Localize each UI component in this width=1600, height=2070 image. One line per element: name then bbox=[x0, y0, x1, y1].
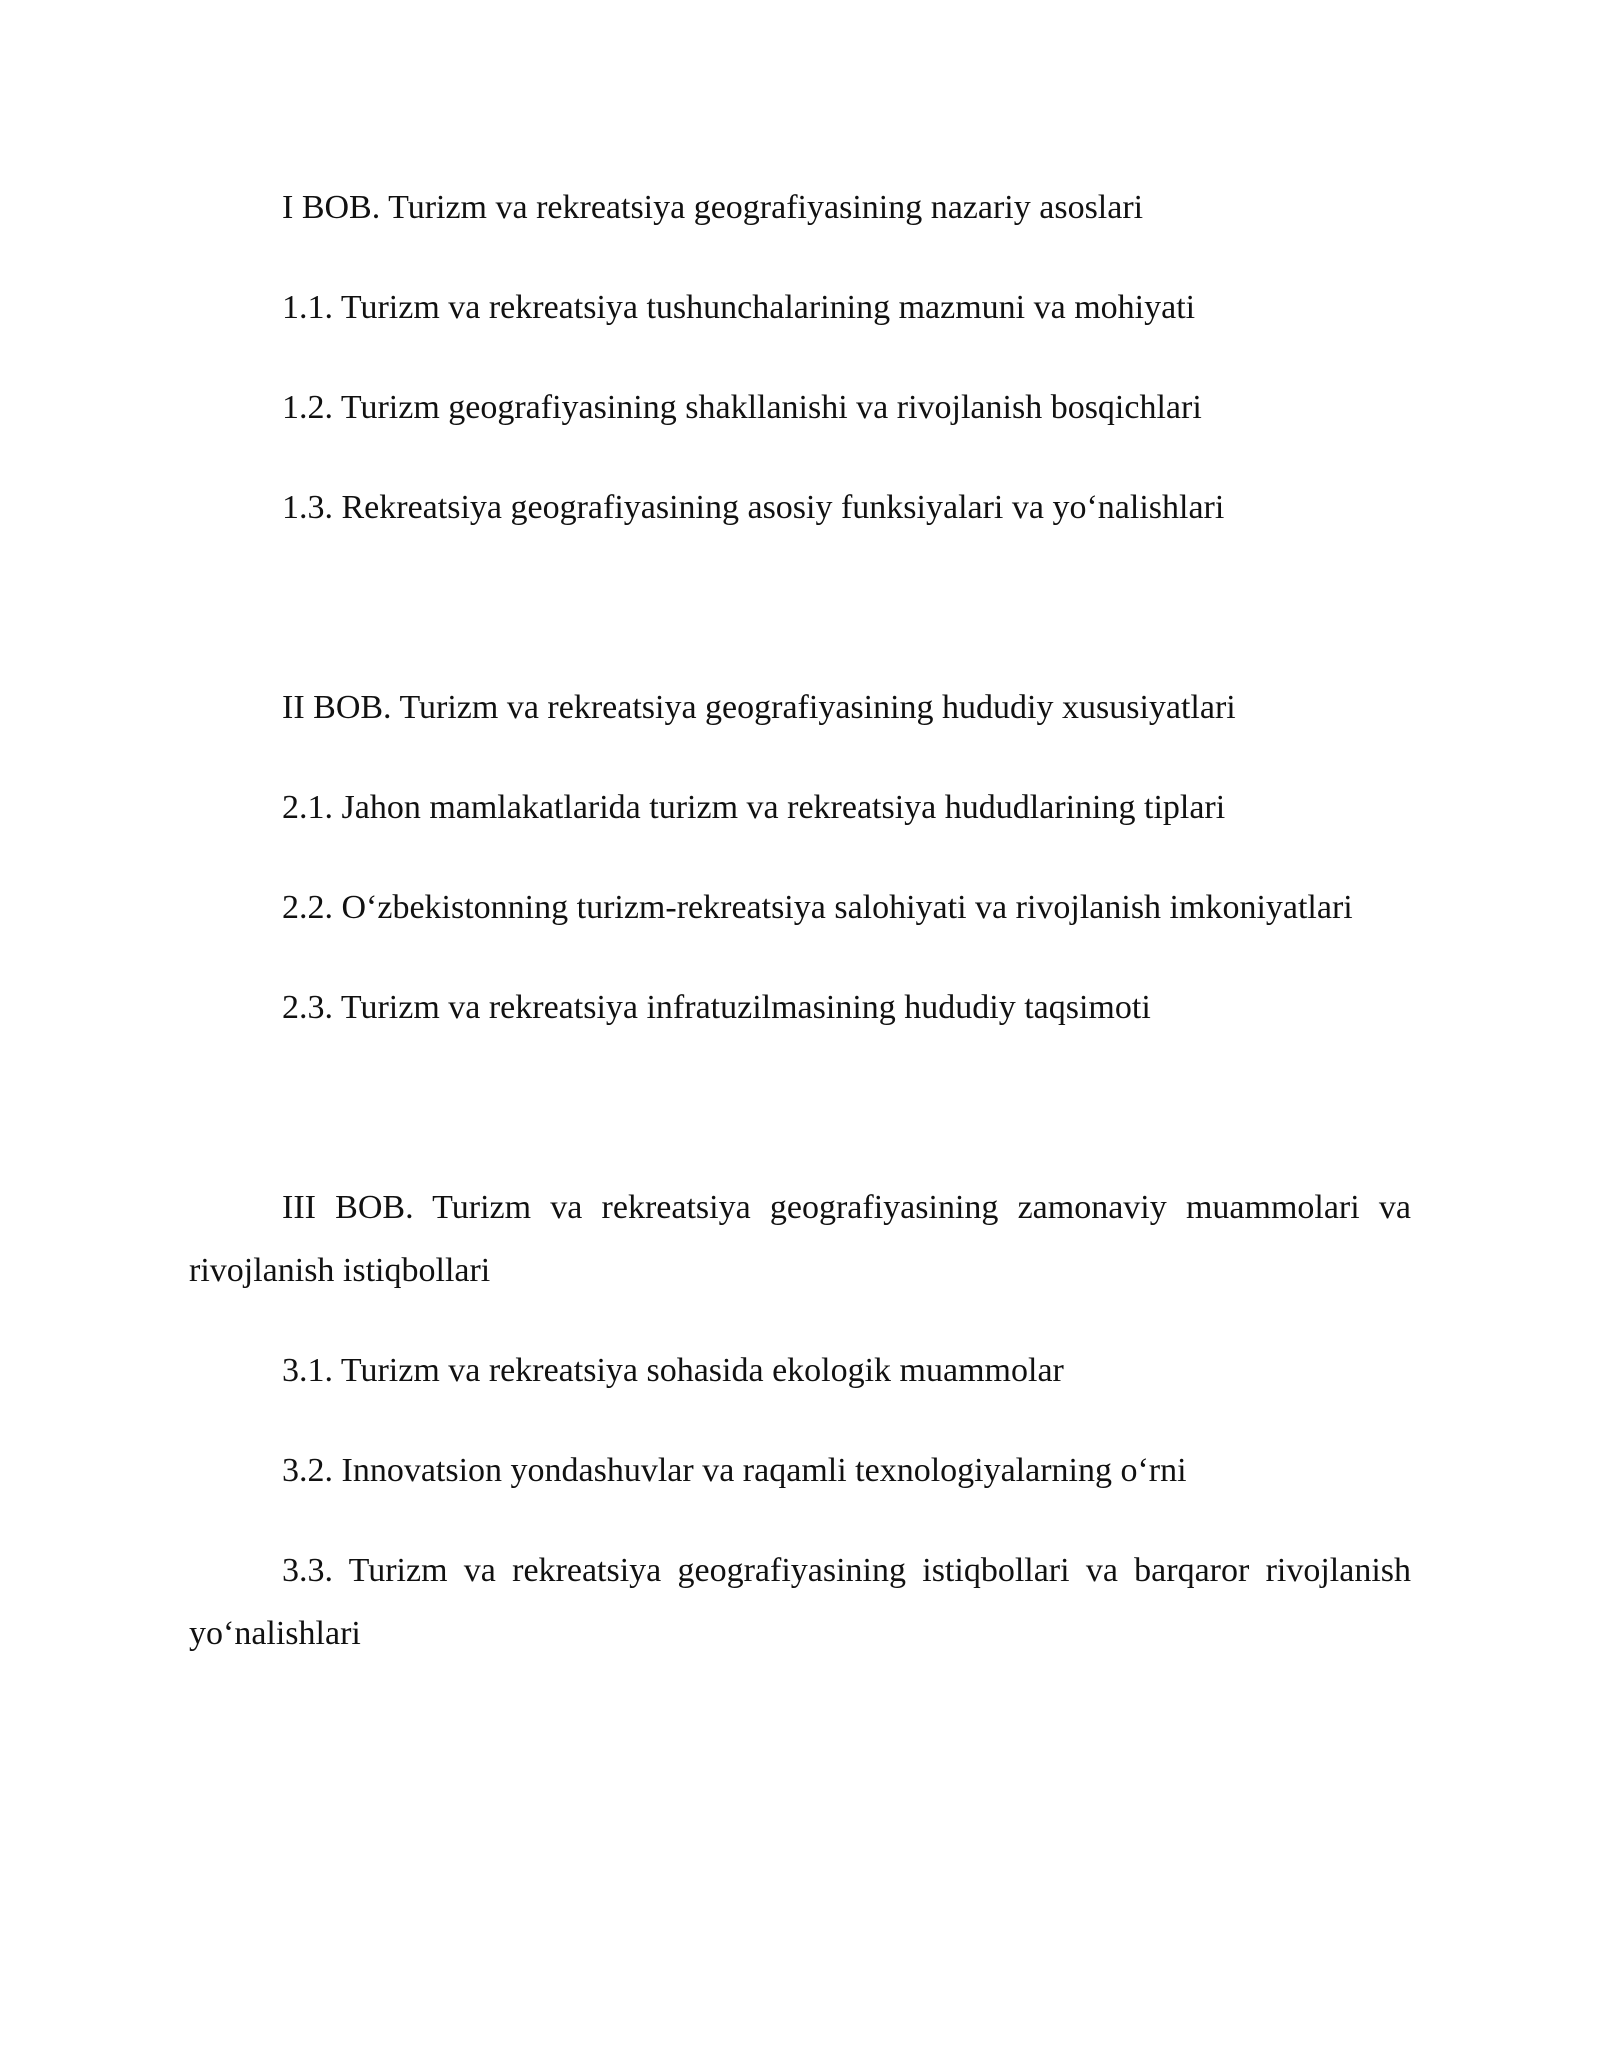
table-of-contents bbox=[189, 176, 1411, 1702]
section-item: 3.1. Turizm va rekreatsiya sohasida ekologik muammolar bbox=[282, 1352, 1064, 1389]
section-item: 3.3. Turizm va rekreatsiya geografiyasining istiqbollari va barqaror rivojlanish yo‘nalishlari bbox=[189, 1552, 1411, 1652]
spacer bbox=[189, 1076, 1411, 1176]
section-item: 1.1. Turizm va rekreatsiya tushunchalarining mazmuni va mohiyati bbox=[282, 289, 1196, 326]
section-item: 2.2. O‘zbekistonning turizm-rekreatsiya salohiyati va rivojlanish imkoniyatlari bbox=[282, 889, 1353, 926]
chapter-heading: I BOB. Turizm va rekreatsiya geografiyasining nazariy asoslari bbox=[282, 189, 1144, 226]
section-item: 3.2. Innovatsion yondashuvlar va raqamli texnologiyalarning o‘rni bbox=[282, 1452, 1187, 1489]
chapter-heading: II BOB. Turizm va rekreatsiya geografiyasining hududiy xususiyatlari bbox=[282, 689, 1236, 726]
chapter-1 bbox=[189, 176, 1411, 539]
chapter-3 bbox=[189, 1176, 1411, 1665]
spacer bbox=[189, 576, 1411, 676]
chapter-heading: III BOB. Turizm va rekreatsiya geografiyasining zamonaviy muammolari va rivojlanish istiqbollari bbox=[189, 1189, 1411, 1289]
section-item: 1.2. Turizm geografiyasining shakllanishi va rivojlanish bosqichlari bbox=[282, 389, 1202, 426]
section-item: 2.3. Turizm va rekreatsiya infratuzilmasining hududiy taqsimoti bbox=[282, 989, 1151, 1026]
section-item: 2.1. Jahon mamlakatlarida turizm va rekreatsiya hududlarining tiplari bbox=[282, 789, 1226, 826]
chapter-2 bbox=[189, 676, 1411, 1039]
section-item: 1.3. Rekreatsiya geografiyasining asosiy funksiyalari va yo‘nalishlari bbox=[282, 489, 1225, 526]
